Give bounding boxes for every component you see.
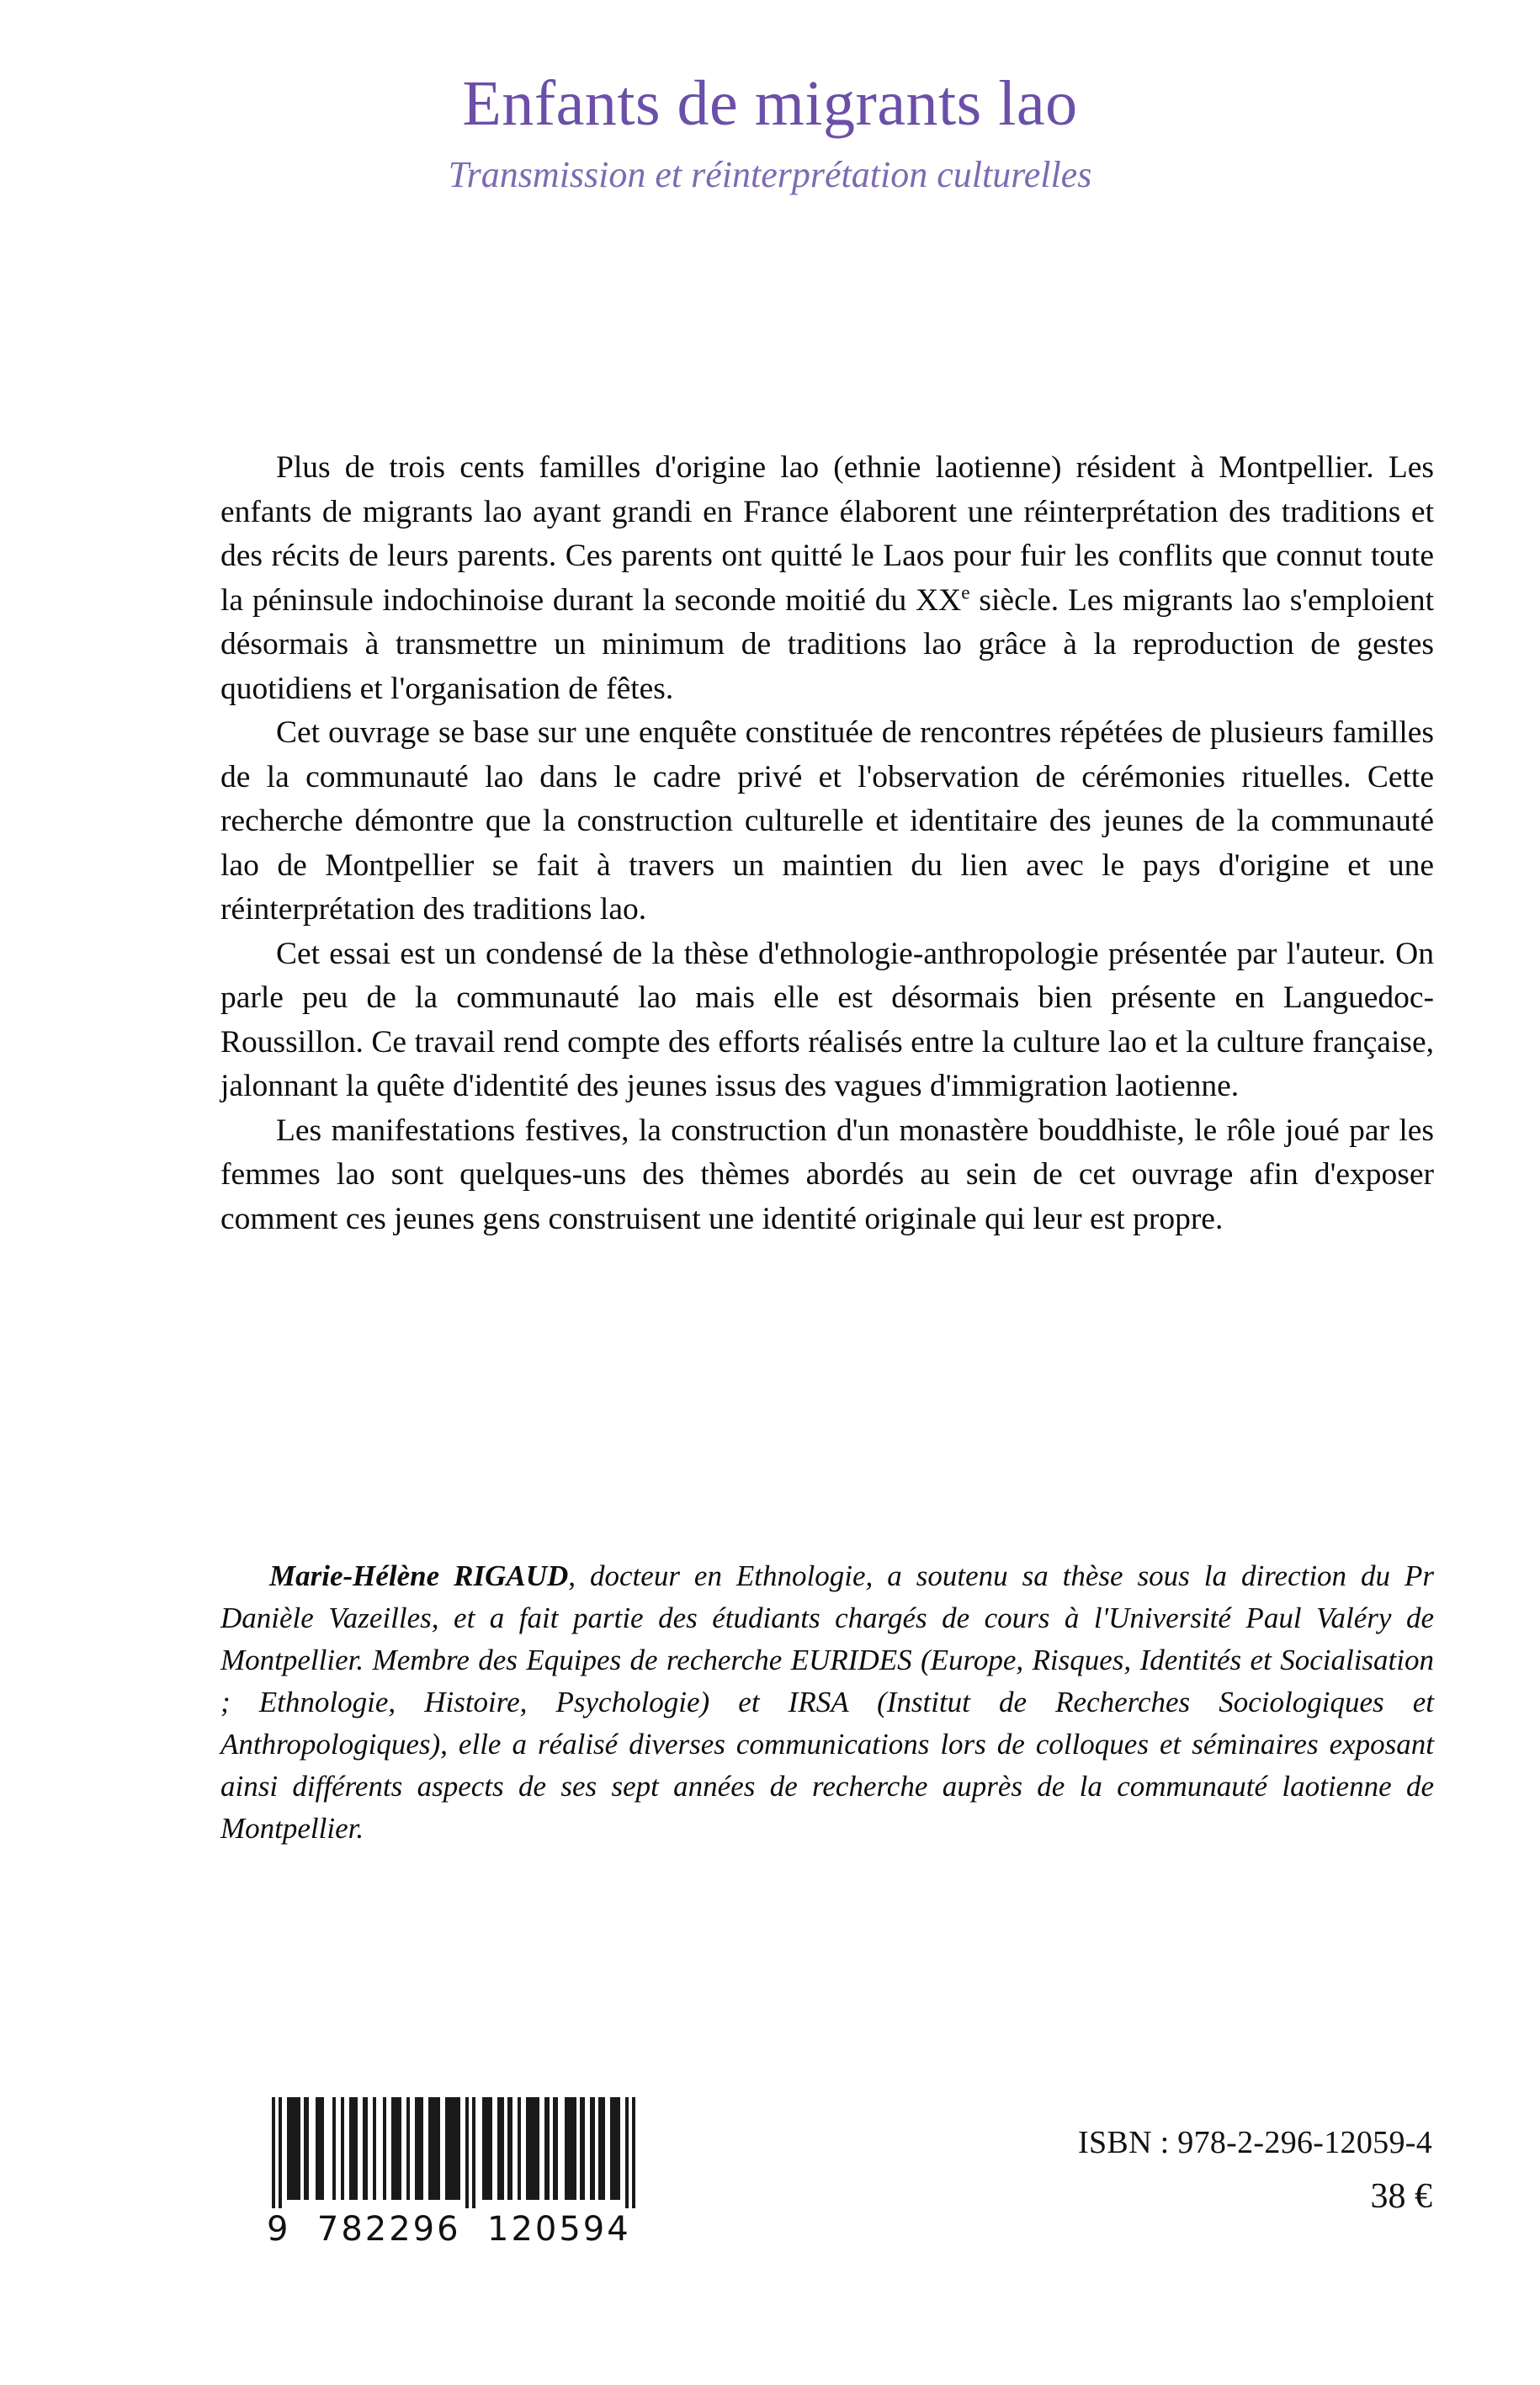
century-ordinal-superscript: e <box>961 582 970 603</box>
barcode-area <box>267 2097 645 2249</box>
footer <box>0 2079 1540 2331</box>
isbn-text: ISBN : 978-2-296-12059-4 <box>1078 2125 1432 2160</box>
book-subtitle: Transmission et réinterprétation culturelles <box>448 153 1092 195</box>
blurb-paragraph-2: Cet ouvrage se base sur une enquête constituée de rencontres répétées de plusieurs familles de la communauté lao dans le cadre privé et l'observation de cérémonies rituelles. Cette recherche démontre que la construction culturelle et identitaire des jeunes de la communauté lao de Montpellier se fait à travers un maintien du lien avec le pays d'origine et une réinterprétation des traditions lao. <box>220 715 1434 927</box>
author-bio <box>220 1555 1434 1850</box>
author-bio-body: , docteur en Ethnologie, a soutenu sa thèse sous la direction du Pr Danièle Vazeilles, et a fait partie des étudiants chargés de cours à l'Université Paul Valéry de Montpellier. Membre des Equipes de recherche EURIDES (Europe, Risques, Identités et Socialisation ; Ethnologie, Histoire, Psychologie) et IRSA (Institut de Recherches Sociologiques et Anthropologiques), elle a réalisé diverses communications lors de colloques et séminaires exposant ainsi différents aspects de ses sept années de recherche auprès de la communauté laotienne de Montpellier. <box>220 1559 1435 1845</box>
author-bio-paragraph <box>220 1555 1434 1850</box>
price-text: 38 € <box>1370 2177 1432 2216</box>
blurb-text <box>220 446 1434 1241</box>
blurb-paragraph-1 <box>220 446 1434 711</box>
author-name: Marie-Hélène RIGAUD <box>269 1559 569 1592</box>
blurb-paragraph-3: Cet essai est un condensé de la thèse d'ethnologie-anthropologie présentée par l'auteur. On parle peu de la communauté lao mais elle est désormais bien présente en Languedoc-Roussillon. Ce travail rend compte des efforts réalisés entre la culture lao et la culture française, jalonnant la quête d'identité des jeunes issus des vagues d'immigration laotienne. <box>220 936 1434 1103</box>
blurb-paragraph-1-part-b: siècle. Les migrants lao s'emploient désormais à transmettre un minimum de traditions lao grâce à la reproduction de gestes quotidiens et l'organisation de fêtes. <box>220 582 1435 706</box>
isbn-area <box>1078 2121 1432 2218</box>
ean13-barcode-icon <box>267 2097 645 2208</box>
blurb-paragraph-1-part-a: Plus de trois cents familles d'origine lao (ethnie laotienne) résident à Montpellier. Les enfants de migrants lao ayant grandi en France élaborent une réinterprétation des traditions et des récits de leurs parents. Ces parents ont quitté le Laos pour fuir les conflits que connut toute la péninsule indochinoise durant la seconde moitié du XX <box>220 450 1434 618</box>
book-title: Enfants de migrants lao <box>462 68 1078 139</box>
blurb-paragraph-4: Les manifestations festives, la construction d'un monastère bouddhiste, le rôle joué par les femmes lao sont quelques-uns des thèmes abordés au sein de cet ouvrage afin d'exposer comment ces jeunes gens construisent une identité originale qui leur est propre. <box>220 1113 1434 1236</box>
barcode-digits: 9 782296 120594 <box>267 2210 631 2249</box>
title-block <box>0 68 1540 195</box>
